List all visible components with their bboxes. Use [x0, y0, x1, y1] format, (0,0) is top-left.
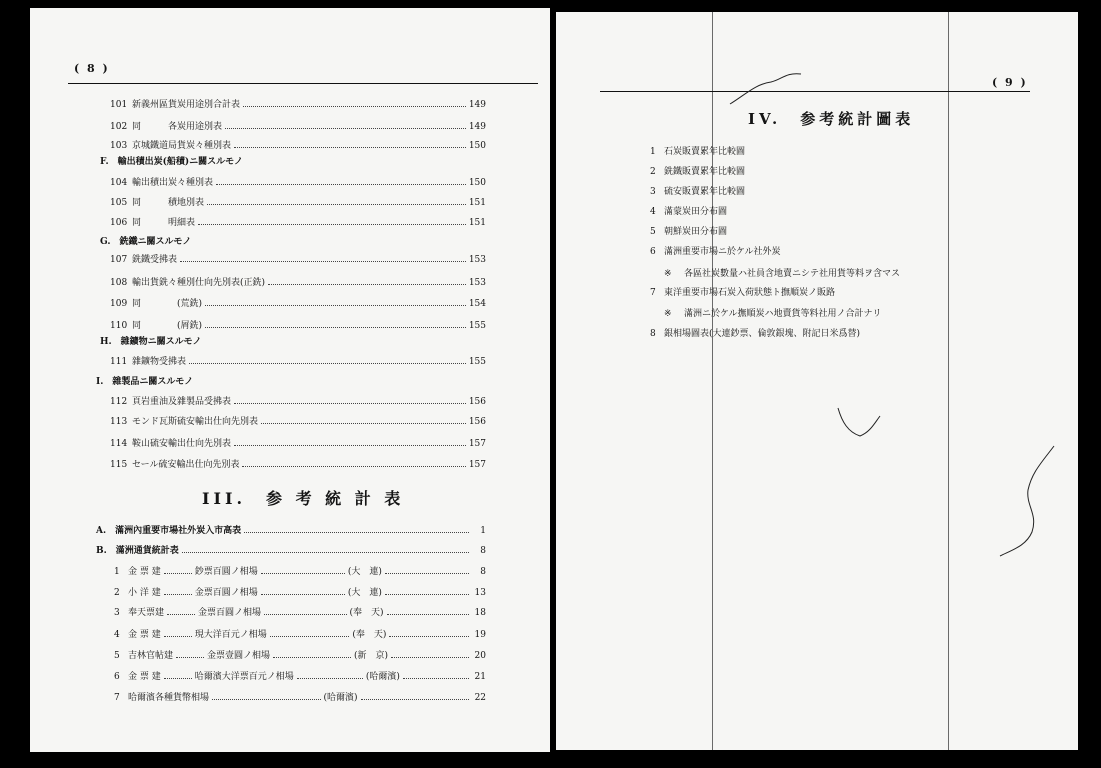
entry-page: 157: [468, 439, 486, 449]
pen-mark: [992, 442, 1062, 562]
entry-title: 銑鐵受拂表: [132, 255, 178, 265]
dot-leader: [403, 678, 469, 679]
entry-number: 103: [110, 141, 128, 151]
dot-leader: [261, 594, 345, 595]
currency-entry: [114, 690, 486, 703]
entry-page: 8: [480, 567, 486, 577]
section-label-b: B. 滿洲通貨統計表: [96, 546, 179, 556]
entry-page: 21: [474, 672, 486, 682]
dot-leader: [216, 184, 466, 185]
entry-page: 22: [474, 693, 487, 703]
dot-leader: [182, 552, 469, 553]
dot-leader: [198, 224, 466, 225]
toc-section-b: [96, 543, 486, 556]
figure-item: [650, 285, 835, 298]
currency-name: 金 票 建: [128, 672, 161, 682]
entry-number: 7: [114, 693, 120, 703]
currency-entry: [114, 648, 486, 661]
entry-number: 4: [114, 630, 120, 640]
entry-title: 輸出積出炭々種別表: [132, 178, 214, 188]
section-label-h: H. 雜鑛物ニ關スルモノ: [100, 337, 202, 347]
dot-leader: [164, 678, 192, 679]
entry-number: 105: [110, 198, 128, 208]
toc-entry: [110, 195, 486, 208]
figure-item: [650, 144, 745, 157]
toc-entry: [110, 394, 486, 407]
item-number: 4: [650, 207, 656, 217]
entry-title: 新義州區貨炭用途別合計表: [132, 100, 241, 110]
dot-leader: [385, 573, 469, 574]
dot-leader: [268, 284, 466, 285]
pen-mark: [726, 64, 816, 114]
entry-number: 107: [110, 255, 128, 265]
entry-page: 156: [468, 397, 486, 407]
dot-leader: [167, 614, 195, 615]
entry-number: 5: [114, 651, 120, 661]
section-heading-iii: III. 参 考 統 計 表: [202, 489, 405, 508]
dot-leader: [234, 445, 466, 446]
toc-entry: [110, 414, 486, 427]
item-number: 5: [650, 227, 656, 237]
entry-page: 19: [474, 630, 486, 640]
currency-name: 吉林官帖建: [128, 651, 174, 661]
toc-entry: [110, 354, 486, 367]
section-label-i: I. 雜製品ニ關スルモノ: [96, 377, 194, 387]
figure-item: [650, 224, 727, 237]
entry-title: 同 各炭用途別表: [132, 122, 223, 132]
figure-item: [650, 184, 745, 197]
entry-page: 20: [474, 651, 486, 661]
dot-leader: [225, 128, 466, 129]
figure-item: [650, 164, 745, 177]
entry-page: 8: [480, 546, 486, 556]
dot-leader: [205, 327, 466, 328]
entry-title: モンド瓦斯硫安輸出仕向先別表: [132, 417, 259, 427]
dot-leader: [164, 594, 192, 595]
rate-description: 金票百圓ノ相場: [194, 588, 258, 598]
entry-title: 鞍山硫安輸出仕向先別表: [132, 439, 232, 449]
dot-leader: [387, 614, 469, 615]
item-text: 滿蒙炭田分布圖: [664, 207, 728, 217]
item-text: 銀相場圖表(大連鈔票、倫敦銀塊、附記日米爲替): [664, 329, 861, 339]
toc-entry: [110, 119, 486, 132]
rate-description: 金票壹圓ノ相場: [207, 651, 271, 661]
rate-description: 現大洋百元ノ相場: [194, 630, 267, 640]
section-heading-iv: IV. 参考統計圖表: [748, 110, 915, 128]
dot-leader: [244, 532, 469, 533]
entry-number: 109: [110, 299, 128, 309]
item-text: 滿洲重要市場ニ於ケル社外炭: [664, 247, 781, 257]
dot-leader: [176, 657, 204, 658]
currency-entry: [114, 669, 486, 682]
entry-page: 149: [468, 122, 486, 132]
dot-leader: [234, 403, 466, 404]
currency-entry: [114, 605, 486, 618]
figure-item: [650, 244, 781, 257]
entry-page: 155: [468, 321, 486, 331]
item-number: ※: [664, 309, 672, 319]
toc-entry: [110, 436, 486, 449]
toc-entry: [110, 97, 486, 110]
item-number: 8: [650, 329, 656, 339]
entry-title: 同 積地別表: [132, 198, 205, 208]
page-number-left: ( 8 ): [74, 62, 110, 75]
entry-page: 150: [468, 141, 486, 151]
item-number: 2: [650, 167, 656, 177]
fold-line: [712, 12, 713, 750]
toc-entry: [110, 296, 486, 309]
entry-number: 114: [110, 439, 128, 449]
currency-entry: [114, 627, 486, 640]
item-number: ※: [664, 269, 672, 279]
city-name: (奉 天): [349, 608, 384, 618]
item-text: 硫安販賣累年比較圖: [664, 187, 746, 197]
toc-section-a: [96, 523, 486, 536]
entry-page: 150: [468, 178, 486, 188]
entry-number: 2: [114, 588, 120, 598]
entry-number: 106: [110, 218, 128, 228]
dot-leader: [385, 594, 469, 595]
entry-number: 112: [110, 397, 128, 407]
entry-title: 頁岩重油及雜製品受拂表: [132, 397, 232, 407]
currency-name: 金 票 建: [128, 567, 161, 577]
item-text: 銑鐵販賣累年比較圖: [664, 167, 746, 177]
entry-page: 151: [468, 218, 486, 228]
dot-leader: [242, 466, 465, 467]
entry-number: 102: [110, 122, 128, 132]
currency-name: 奉天票建: [128, 608, 165, 618]
figure-item: [650, 326, 860, 339]
entry-title: 同 (荒銑): [132, 299, 203, 309]
city-name: (新 京): [354, 651, 389, 661]
entry-title: 輸出貨銑々種別仕向先別表(正銑): [132, 278, 266, 288]
entry-page: 154: [468, 299, 486, 309]
entry-page: 1: [480, 526, 486, 536]
item-text: 朝鮮炭田分布圖: [664, 227, 728, 237]
figure-note: [664, 306, 882, 319]
dot-leader: [205, 305, 466, 306]
dot-leader: [243, 106, 466, 107]
dot-leader: [261, 423, 466, 424]
city-name: (哈爾濱): [323, 693, 358, 703]
toc-entry: [110, 275, 486, 288]
entry-number: 110: [110, 321, 128, 331]
toc-entry: [110, 215, 486, 228]
toc-entry: [110, 252, 486, 265]
dot-leader: [234, 147, 466, 148]
entry-title: 京城鐵道局貨炭々種別表: [132, 141, 232, 151]
toc-entry: [110, 457, 486, 470]
toc-entry: [110, 318, 486, 331]
currency-entry: [114, 585, 486, 598]
entry-title: セール硫安輸出仕向先別表: [132, 460, 240, 470]
entry-number: 113: [110, 417, 128, 427]
dot-leader: [297, 678, 363, 679]
dot-leader: [391, 657, 469, 658]
item-text: 石炭販賣累年比較圖: [664, 147, 746, 157]
section-label-f: F. 輸出積出炭(船積)ニ關スルモノ: [100, 157, 244, 167]
dot-leader: [264, 614, 346, 615]
city-name: (哈爾濱): [365, 672, 400, 682]
entry-page: 13: [474, 588, 486, 598]
entry-number: 104: [110, 178, 128, 188]
entry-number: 115: [110, 460, 128, 470]
rate-description: 鈔票百圓ノ相場: [194, 567, 258, 577]
dot-leader: [164, 573, 192, 574]
city-name: (奉 天): [352, 630, 387, 640]
item-number: 1: [650, 147, 656, 157]
entry-page: 156: [468, 417, 486, 427]
item-text: 滿洲ニ於ケル撫順炭ハ地賣貨等料社用ノ合計ナリ: [684, 309, 882, 319]
figure-note: [664, 266, 900, 279]
entry-title: 雜鑛物受拂表: [132, 357, 187, 367]
section-label-a: A. 滿洲內重要市場社外炭入市高表: [96, 526, 242, 536]
currency-name: 金 票 建: [128, 630, 161, 640]
entry-title: 同 明細表: [132, 218, 196, 228]
entry-number: 101: [110, 100, 128, 110]
dot-leader: [164, 636, 192, 637]
entry-page: 153: [468, 255, 486, 265]
entry-page: 151: [468, 198, 486, 208]
currency-entry: [114, 564, 486, 577]
entry-number: 1: [114, 567, 120, 577]
left-page: [30, 8, 550, 752]
toc-entry: [110, 138, 486, 151]
entry-page: 153: [468, 278, 486, 288]
header-rule: [68, 83, 538, 84]
right-page: [556, 12, 1078, 750]
fold-line: [948, 12, 949, 750]
currency-name: 哈爾濱各種貨幣相場: [128, 693, 210, 703]
currency-name: 小 洋 建: [128, 588, 161, 598]
entry-number: 111: [110, 357, 128, 367]
rate-description: 金票百圓ノ相場: [198, 608, 262, 618]
page-number-right: ( 9 ): [992, 76, 1028, 89]
entry-page: 157: [468, 460, 486, 470]
dot-leader: [273, 657, 351, 658]
entry-number: 108: [110, 278, 128, 288]
item-text: 東洋重要市場石炭入荷狀態ト撫順炭ノ販路: [664, 288, 836, 298]
city-name: (大 連): [347, 567, 382, 577]
dot-leader: [180, 261, 466, 262]
entry-number: 3: [114, 608, 120, 618]
pen-mark: [834, 402, 884, 452]
section-label-g: G. 銑鐵ニ關スルモノ: [100, 237, 192, 247]
entry-title: 同 (屑銑): [132, 321, 203, 331]
dot-leader: [270, 636, 350, 637]
entry-number: 6: [114, 672, 120, 682]
item-text: 各區社炭數量ハ社員含地賣ニシテ社用貨等料ヲ含マス: [684, 269, 901, 279]
toc-entry: [110, 175, 486, 188]
entry-page: 18: [474, 608, 486, 618]
rate-description: 哈爾濱大洋票百元ノ相場: [194, 672, 294, 682]
dot-leader: [389, 636, 469, 637]
figure-item: [650, 204, 727, 217]
dot-leader: [189, 363, 466, 364]
dot-leader: [361, 699, 469, 700]
dot-leader: [261, 573, 345, 574]
item-number: 7: [650, 288, 656, 298]
item-number: 3: [650, 187, 656, 197]
dot-leader: [207, 204, 466, 205]
entry-page: 155: [468, 357, 486, 367]
entry-page: 149: [468, 100, 486, 110]
item-number: 6: [650, 247, 656, 257]
dot-leader: [212, 699, 320, 700]
city-name: (大 連): [347, 588, 382, 598]
